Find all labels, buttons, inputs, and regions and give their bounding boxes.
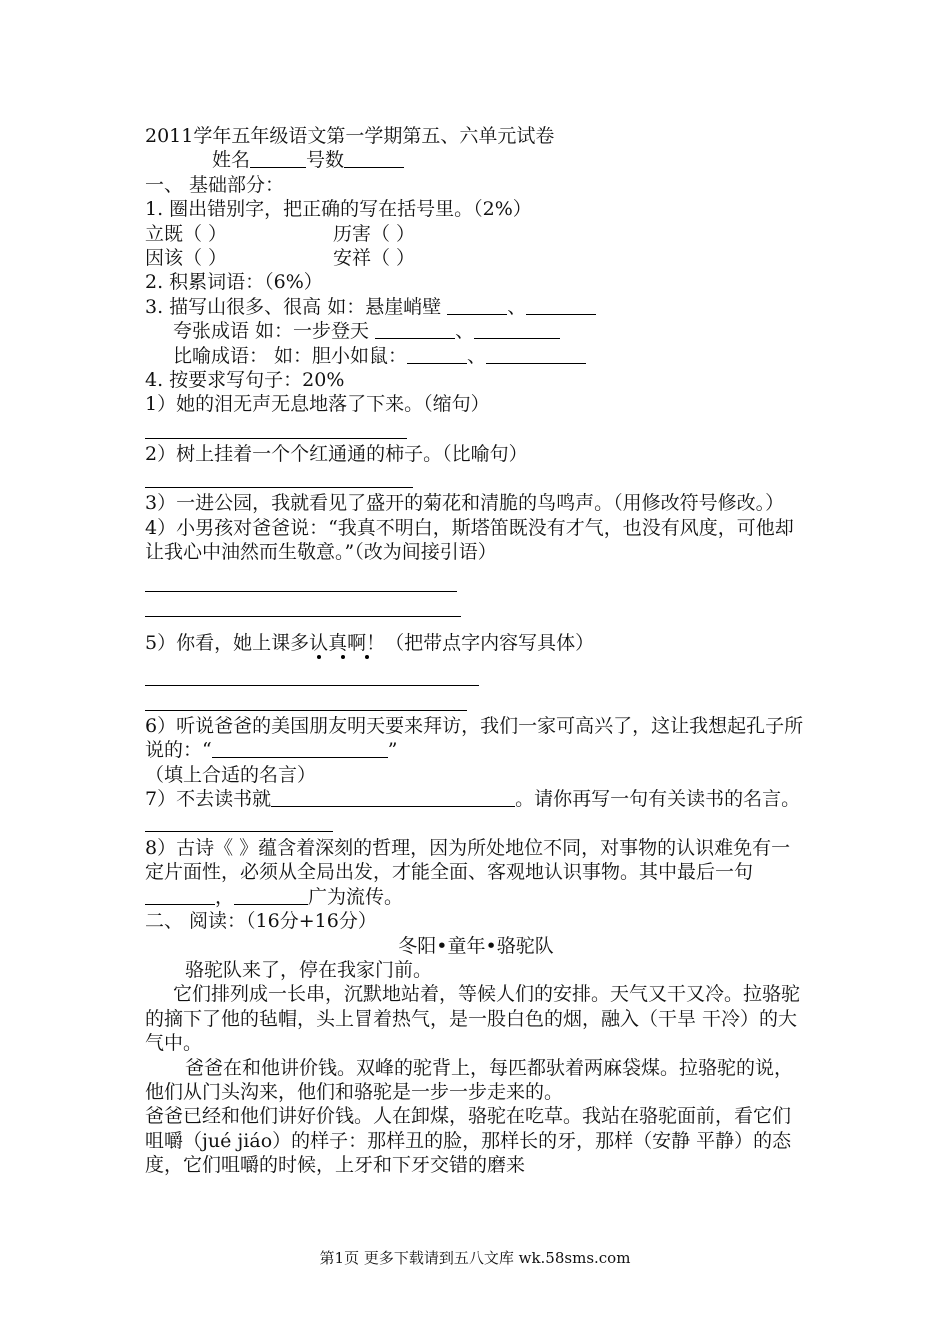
answer-blank[interactable] — [486, 345, 586, 364]
close-quote: ” — [387, 739, 398, 762]
name-blank[interactable] — [250, 149, 306, 168]
answer-blank[interactable] — [447, 296, 507, 315]
emphasis-dot — [317, 655, 321, 659]
q4-s7-text: 7）不去读书就 — [145, 788, 272, 811]
answer-blank[interactable] — [212, 739, 388, 758]
q1-row1 — [145, 222, 807, 246]
q4-s5: 5）你看，她上课多认真啊！（把带点字内容写具体） — [145, 631, 595, 654]
q4-s1: 1）她的泪无声无息地落了下来。（缩句） — [145, 393, 490, 416]
q1-prompt: 1. 圈出错别字，把正确的写在括号里。（2%） — [145, 198, 532, 221]
passage-paragraph: 爸爸在和他讲价钱。双峰的驼背上，每匹都驮着两麻袋煤。拉骆驼的说，他们从门头沟来，他们和骆驼是一步一步走来的。 — [145, 1056, 794, 1103]
comma: ， — [215, 885, 235, 908]
emphasis-dot — [365, 655, 369, 659]
answer-blank[interactable] — [474, 320, 560, 339]
separator: 、 — [455, 320, 475, 343]
q3-text: 夸张成语 如：一步登天 — [173, 320, 370, 343]
separator: 、 — [467, 344, 487, 367]
name-label: 姓名 — [212, 149, 251, 172]
answer-blank[interactable] — [145, 813, 333, 832]
q4-s7-text: 。请你再写一句有关读书的名言。 — [515, 788, 801, 811]
answer-line[interactable] — [145, 573, 457, 592]
answer-blank[interactable] — [234, 886, 308, 905]
answer-blank[interactable] — [271, 788, 515, 807]
q4-s6-hint: （填上合适的名言） — [145, 763, 317, 786]
q4-s3: 3）一进公园，我就看见了盛开的菊花和清脆的鸟鸣声。（用修改符号修改。） — [145, 492, 785, 515]
q4-s2: 2）树上挂着一个个红通通的柿子。（比喻句） — [145, 442, 528, 465]
number-label: 号数 — [306, 149, 345, 172]
q1-word: 立既（ ） — [145, 222, 228, 245]
answer-line[interactable] — [145, 667, 479, 686]
answer-blank[interactable] — [407, 345, 467, 364]
q2-prompt: 2. 积累词语：（6%） — [145, 271, 323, 294]
answer-line[interactable] — [145, 469, 413, 488]
q4-s8-text: 8）古诗《 》蕴含着深刻的哲理，因为所处地位不同，对事物的认识难免有一定片面性，必须从全局出发，才能全面、客观地认识事物。其中最后一句 — [145, 836, 791, 884]
q3-line3 — [145, 344, 807, 368]
passage-paragraph: 爸爸已经和他们讲好价钱。人在卸煤，骆驼在吃草。我站在骆驼面前，看它们咀嚼（jué jiáo）的样子：那样丑的脸，那样长的牙，那样（安静 平静）的态度，它们咀嚼的时候，上牙和下牙交错的磨来 — [145, 1105, 792, 1177]
answer-blank[interactable] — [145, 886, 215, 905]
passage-title: 冬阳•童年•骆驼队 — [398, 934, 554, 957]
passage-paragraph: 它们排列成一长串，沉默地站着，等候人们的安排。天气又干又冷。拉骆驼的摘下了他的毡帽，头上冒着热气，是一股白色的烟，融入（干旱 干冷）的大气中。 — [145, 983, 801, 1055]
answer-line[interactable] — [145, 692, 467, 711]
q4-s8 — [145, 836, 807, 909]
q4-s7 — [145, 787, 807, 836]
page-footer: 第1页 更多下载请到五八文库 wk.58sms.com — [319, 1249, 631, 1267]
q3-line1 — [145, 295, 807, 319]
q4-s6-text: 6）听说爸爸的美国朋友明天要来拜访，我们一家可高兴了，这让我想起孔子所说的：“ — [145, 714, 804, 762]
q1-word: 安祥（ ） — [333, 247, 416, 270]
q3-text: 3. 描写山很多、很高 如：悬崖峭壁 — [145, 295, 442, 318]
separator: 、 — [507, 295, 527, 318]
number-blank[interactable] — [344, 149, 404, 168]
q4-s4: 4）小男孩对爸爸说：“我真不明白，斯塔笛既没有才气，也没有风度，可他却让我心中油然而生敬意。”（改为间接引语） — [145, 516, 794, 564]
name-number-line — [145, 148, 807, 172]
q1-word: 历害（ ） — [333, 222, 416, 245]
q3-line2 — [145, 319, 807, 343]
q3-text: 比喻成语： 如：胆小如鼠： — [173, 344, 408, 367]
q4-s6 — [145, 714, 807, 763]
q4-s8-text: 广为流传。 — [308, 885, 404, 908]
emphasis-dot — [341, 655, 345, 659]
q1-word: 因该（ ） — [145, 247, 228, 270]
answer-line[interactable] — [145, 420, 407, 439]
answer-line[interactable] — [145, 598, 461, 617]
answer-blank[interactable] — [526, 296, 596, 315]
answer-blank[interactable] — [375, 320, 455, 339]
emphasis-dots — [145, 655, 807, 665]
passage-paragraph: 骆驼队来了，停在我家门前。 — [185, 958, 433, 981]
section1-heading: 一、 基础部分： — [145, 173, 285, 196]
section2-heading: 二、 阅读：（16分+16分） — [145, 910, 377, 933]
exam-title: 2011学年五年级语文第一学期第五、六单元试卷 — [145, 125, 555, 147]
q1-row2 — [145, 246, 807, 270]
exam-page — [145, 124, 807, 1178]
q4-prompt: 4. 按要求写句子：20% — [145, 369, 345, 392]
